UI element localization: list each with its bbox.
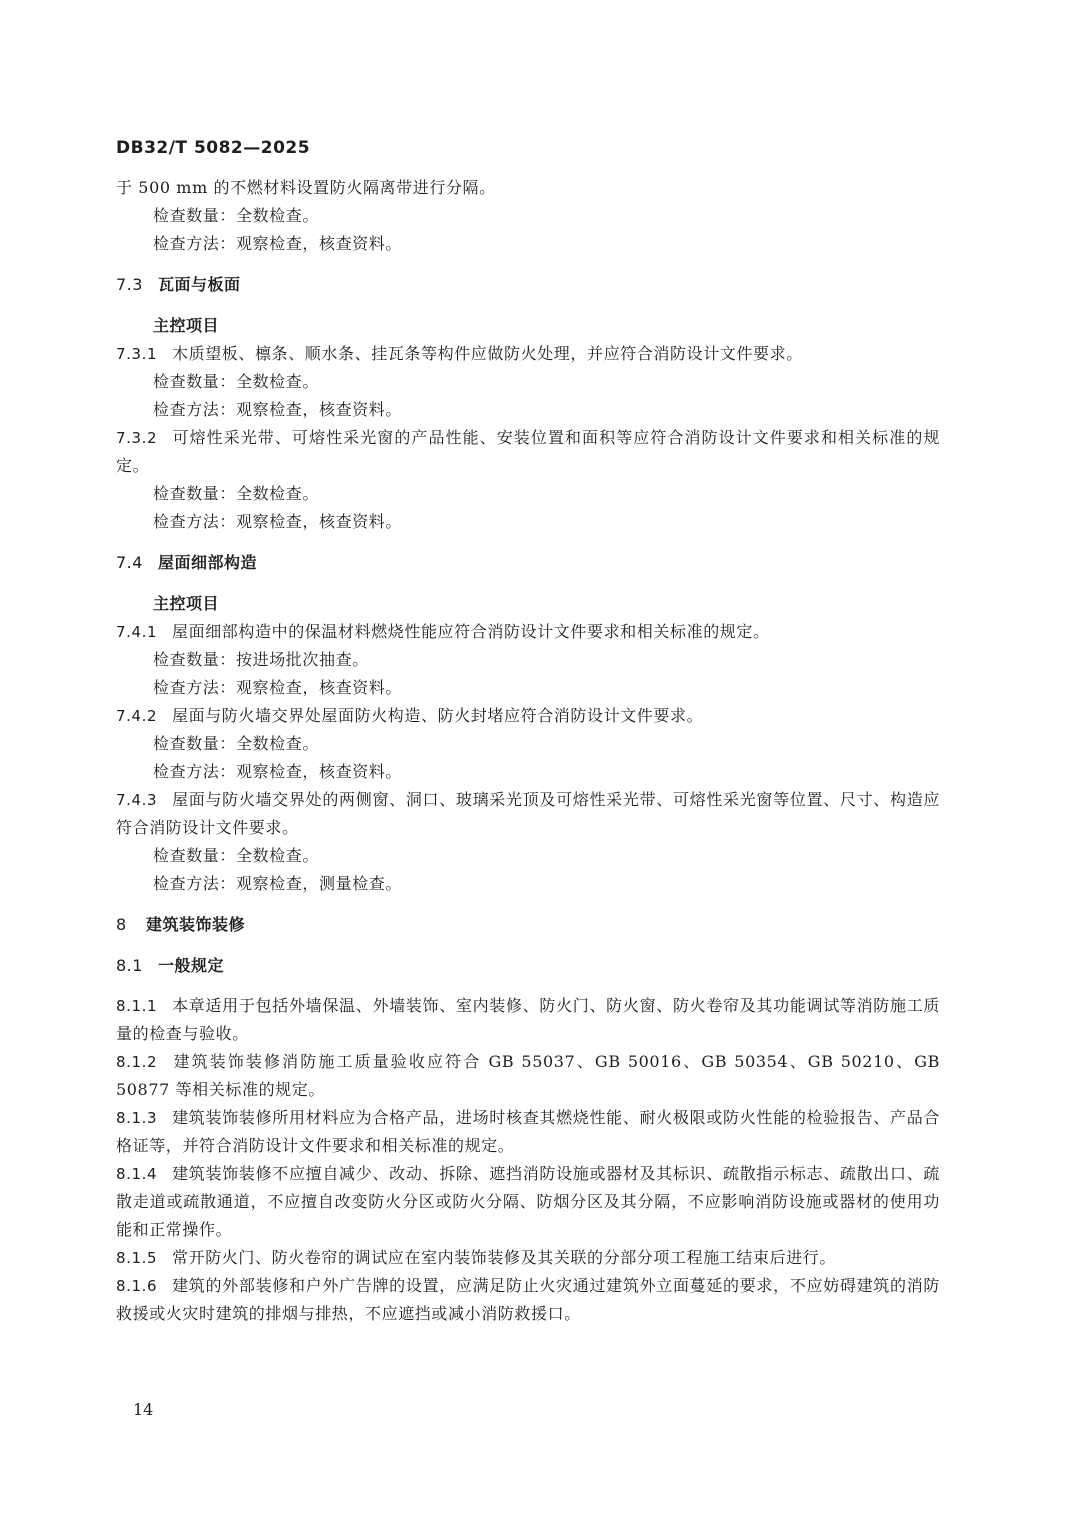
inspection-line: 检查方法：观察检查，核查资料。 [153,234,403,253]
spacer [116,258,940,271]
clause [116,1104,940,1160]
clause [116,424,940,480]
clause-number: 7.3.1 [116,345,158,363]
inspection-line: 检查方法：观察检查，测量检查。 [153,874,403,893]
clause-number: 7.4.2 [116,707,158,725]
clause-number: 8.1.3 [116,1109,158,1127]
section-heading [116,952,940,980]
chapter-heading [116,911,940,939]
inspection-line: 检查方法：观察检查，核查资料。 [153,678,403,697]
heading-number: 8.1 [116,956,143,975]
clause-text: 建筑装饰装修消防施工质量验收应符合 GB 55037、GB 50016、GB 50354、GB 50210、GB 50877 等相关标准的规定。 [116,1052,940,1099]
clause [116,786,940,842]
heading-title: 建筑装饰装修 [146,915,246,934]
clause-number: 8.1.5 [116,1249,158,1267]
subheading: 主控项目 [153,316,220,335]
clause-number: 8.1.1 [116,997,158,1015]
inspection-line: 检查方法：观察检查，核查资料。 [153,512,403,531]
document-body [116,174,940,1328]
clause [116,1048,940,1104]
page-number: 14 [133,1400,154,1419]
clause [116,1272,940,1328]
heading-number: 7.3 [116,275,143,294]
spacer [116,980,940,992]
spacer [116,536,940,549]
clause-number: 8.1.2 [116,1053,158,1071]
subheading: 主控项目 [153,594,220,613]
inspection-line: 检查数量：全数检查。 [153,734,320,753]
heading-number: 7.4 [116,553,143,572]
heading-title: 瓦面与板面 [158,275,241,294]
document-code-header: DB32/T 5082—2025 [116,138,311,158]
clause-text: 屋面细部构造中的保温材料燃烧性能应符合消防设计文件要求和相关标准的规定。 [172,622,770,641]
section-heading [116,549,940,577]
clause-text: 木质望板、檩条、顺水条、挂瓦条等构件应做防火处理，并应符合消防设计文件要求。 [172,344,803,363]
clause-text: 常开防火门、防火卷帘的调试应在室内装饰装修及其关联的分部分项工程施工结束后进行。 [172,1248,837,1267]
spacer [116,577,940,590]
clause-text: 建筑装饰装修所用材料应为合格产品，进场时核查其燃烧性能、耐火极限或防火性能的检验报告、产品合格证等，并符合消防设计文件要求和相关标准的规定。 [116,1108,940,1155]
clause-number: 7.4.1 [116,623,158,641]
clause [116,340,940,368]
clause-text: 屋面与防火墙交界处的两侧窗、洞口、玻璃采光顶及可熔性采光带、可熔性采光窗等位置、尺寸、构造应符合消防设计文件要求。 [116,790,940,837]
clause-text: 建筑装饰装修不应擅自减少、改动、拆除、遮挡消防设施或器材及其标识、疏散指示标志、疏散出口、疏散走道或疏散通道，不应擅自改变防火分区或防火分隔、防烟分区及其分隔，不应影响消防设施或器材的使用功能和正常操作。 [116,1164,940,1239]
clause-number: 8.1.4 [116,1165,158,1183]
clause [116,702,940,730]
paragraph-continuation: 于 500 mm 的不燃材料设置防火隔离带进行分隔。 [116,178,496,197]
inspection-line: 检查数量：全数检查。 [153,484,320,503]
inspection-line: 检查数量：全数检查。 [153,206,320,225]
clause-text: 本章适用于包括外墙保温、外墙装饰、室内装修、防火门、防火窗、防火卷帘及其功能调试等消防施工质量的检查与验收。 [116,996,940,1043]
clause-text: 可熔性采光带、可熔性采光窗的产品性能、安装位置和面积等应符合消防设计文件要求和相关标准的规定。 [116,428,940,475]
clause [116,992,940,1048]
clause [116,1160,940,1244]
clause-number: 7.4.3 [116,791,158,809]
clause [116,1244,940,1272]
section-heading [116,271,940,299]
heading-number: 8 [116,915,127,934]
inspection-line: 检查数量：按进场批次抽查。 [153,650,369,669]
inspection-line: 检查方法：观察检查，核查资料。 [153,400,403,419]
spacer [116,299,940,312]
clause [116,618,940,646]
spacer [116,898,940,911]
inspection-line: 检查方法：观察检查，核查资料。 [153,762,403,781]
heading-title: 屋面细部构造 [158,553,258,572]
clause-text: 建筑的外部装修和户外广告牌的设置，应满足防止火灾通过建筑外立面蔓延的要求，不应妨碍建筑的消防救援或火灾时建筑的排烟与排热，不应遮挡或减小消防救援口。 [116,1276,940,1323]
heading-title: 一般规定 [158,956,225,975]
clause-number: 8.1.6 [116,1277,158,1295]
clause-number: 7.3.2 [116,429,158,447]
spacer [116,939,940,952]
clause-text: 屋面与防火墙交界处屋面防火构造、防火封堵应符合消防设计文件要求。 [172,706,704,725]
inspection-line: 检查数量：全数检查。 [153,846,320,865]
inspection-line: 检查数量：全数检查。 [153,372,320,391]
